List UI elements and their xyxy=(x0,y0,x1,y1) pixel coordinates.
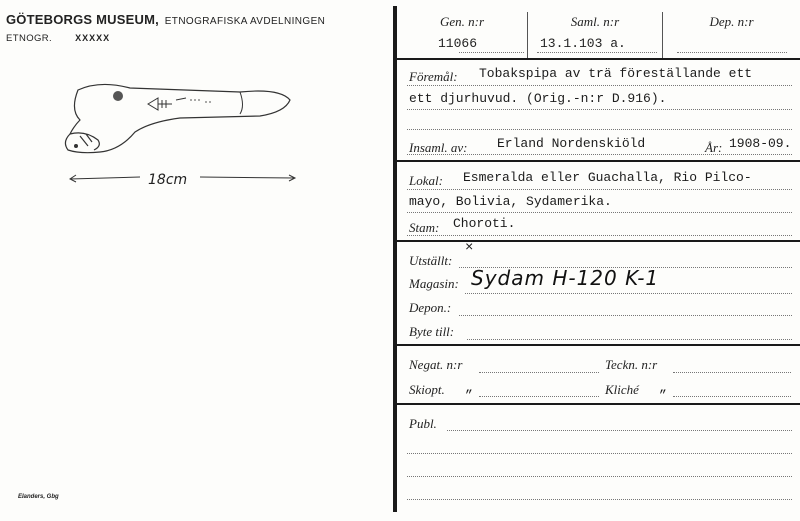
dimension-label: 18cm xyxy=(148,172,188,188)
dotted-rule xyxy=(459,314,792,316)
skiopt-label: Skiopt. xyxy=(409,382,445,397)
pipe-nostril xyxy=(74,144,78,148)
saml-number-cell xyxy=(528,6,662,58)
magasin-label: Magasin: xyxy=(409,276,459,291)
stam-value: Choroti. xyxy=(453,216,516,231)
magasin-handwritten-value: Sydam H-120 K-1 xyxy=(471,266,660,290)
skiopt-ditto-mark: „ xyxy=(465,380,473,395)
dotted-rule xyxy=(673,372,791,373)
saml-number-label: Saml. n:r xyxy=(570,14,620,29)
dotted-rule xyxy=(407,108,792,110)
foremal-line-1: Tobakspipa av trä föreställande ett xyxy=(479,66,753,81)
dotted-rule xyxy=(677,52,787,53)
teckn-label: Teckn. n:r xyxy=(605,357,658,372)
insaml-label: Insaml. av: xyxy=(409,140,468,155)
utstallt-mark: × xyxy=(465,240,474,256)
gen-number-value: 11066 xyxy=(438,36,478,51)
section-rule xyxy=(397,240,800,242)
etnogr-label: ETNOGR. xyxy=(6,33,53,44)
dotted-rule xyxy=(407,452,792,454)
dotted-rule xyxy=(537,52,657,53)
dotted-rule xyxy=(673,396,791,397)
dep-number-cell xyxy=(663,6,800,58)
publ-label: Publ. xyxy=(409,416,437,431)
dotted-rule xyxy=(407,234,792,236)
dotted-rule xyxy=(465,292,792,294)
utstallt-label: Utställt: xyxy=(409,253,453,268)
number-row xyxy=(397,6,800,60)
pipe-eye xyxy=(113,91,123,101)
negat-label: Negat. n:r xyxy=(409,357,463,372)
insaml-value: Erland Nordenskiöld xyxy=(497,136,646,151)
gen-number-cell xyxy=(397,6,527,58)
dotted-rule xyxy=(407,84,792,86)
saml-number-value: 13.1.103 a. xyxy=(540,36,626,51)
pipe-head xyxy=(70,133,99,150)
printer-mark: Elanders, Gbg xyxy=(18,494,59,500)
section-rule xyxy=(397,403,800,405)
department-name: ETNOGRAFISKA AVDELNINGEN xyxy=(164,16,326,27)
dotted-rule xyxy=(407,153,792,155)
dotted-rule xyxy=(467,338,792,340)
byte-label: Byte till: xyxy=(409,324,455,339)
pipe-dots xyxy=(190,100,212,102)
dotted-rule xyxy=(407,211,792,213)
dotted-rule xyxy=(479,396,599,397)
pipe-sketch xyxy=(40,70,320,200)
kliche-ditto-mark: „ xyxy=(659,380,667,395)
lokal-line-1: Esmeralda eller Guachalla, Rio Pilco- xyxy=(463,170,752,185)
dotted-rule xyxy=(447,429,792,431)
kliche-label: Kliché xyxy=(605,382,639,397)
record-panel xyxy=(397,0,800,521)
year-value: 1908-09. xyxy=(729,136,792,151)
lokal-label: Lokal: xyxy=(409,173,443,188)
dotted-rule xyxy=(459,52,524,53)
struck-out-text: XXXXX xyxy=(75,33,111,43)
museum-name: GÖTEBORGS MUSEUM, xyxy=(6,12,159,27)
dotted-rule xyxy=(407,188,792,190)
pipe-pattern xyxy=(148,98,186,110)
stam-label: Stam: xyxy=(409,220,440,235)
foremal-label: Föremål: xyxy=(409,69,458,84)
year-label: År: xyxy=(705,140,723,155)
section-rule xyxy=(397,344,800,346)
foremal-line-2: ett djurhuvud. (Orig.-n:r D.916). xyxy=(409,91,667,106)
dotted-rule xyxy=(407,128,792,130)
dotted-rule xyxy=(479,372,599,373)
lokal-line-2: mayo, Bolivia, Sydamerika. xyxy=(409,194,612,209)
depon-label: Depon.: xyxy=(409,300,452,315)
museum-header xyxy=(6,12,325,27)
dep-number-label: Dep. n:r xyxy=(709,14,754,29)
dotted-rule xyxy=(407,475,792,477)
dotted-rule xyxy=(407,498,792,500)
subheader xyxy=(6,33,110,44)
pipe-bowl xyxy=(240,92,243,114)
gen-number-label: Gen. n:r xyxy=(439,14,485,29)
section-rule xyxy=(397,160,800,162)
